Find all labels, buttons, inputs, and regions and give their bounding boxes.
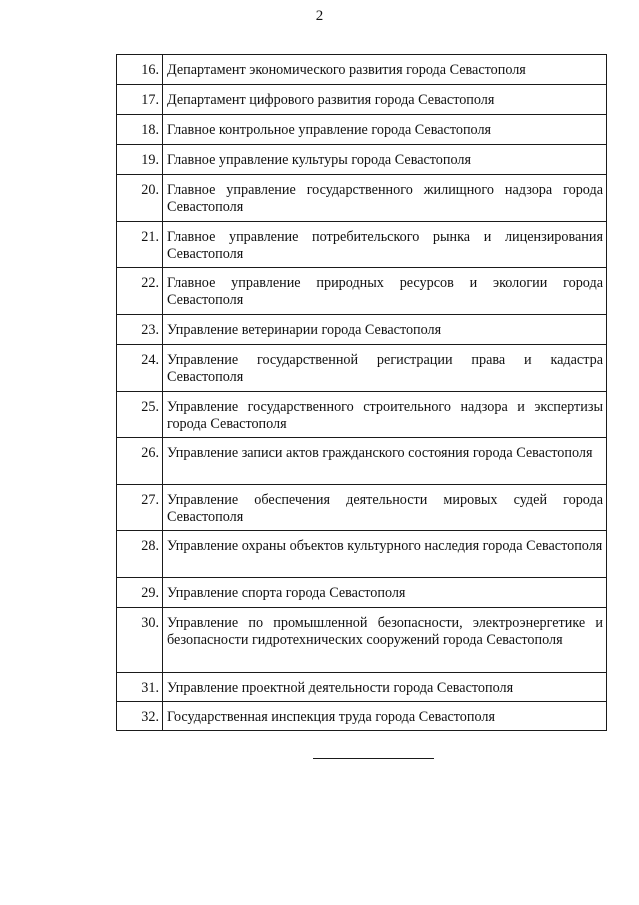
- row-text: Главное управление потребительского рынка и лицензирования Севастополя: [163, 222, 607, 268]
- row-number: 32.: [117, 702, 163, 731]
- row-text: Управление проектной деятельности города Севастополя: [163, 673, 607, 702]
- row-number: 16.: [117, 55, 163, 85]
- row-text: Департамент цифрового развития города Севастополя: [163, 85, 607, 115]
- table-row: [117, 702, 607, 731]
- row-text: Управление государственного строительного надзора и экспертизы города Севастополя: [163, 392, 607, 438]
- table-row: [117, 438, 607, 485]
- table-row: [117, 85, 607, 115]
- table-row: [117, 268, 607, 315]
- row-text: Управление охраны объектов культурного наследия города Севастополя: [163, 531, 607, 578]
- row-number: 27.: [117, 485, 163, 531]
- row-number: 26.: [117, 438, 163, 485]
- row-text: Управление обеспечения деятельности мировых судей города Севастополя: [163, 485, 607, 531]
- table-row: [117, 578, 607, 608]
- row-text: Главное управление государственного жилищного надзора города Севастополя: [163, 175, 607, 222]
- table-row: [117, 145, 607, 175]
- row-text: Управление ветеринарии города Севастополя: [163, 315, 607, 345]
- row-text: Главное управление природных ресурсов и экологии города Севастополя: [163, 268, 607, 315]
- table-row: [117, 345, 607, 392]
- table-row: [117, 222, 607, 268]
- row-number: 29.: [117, 578, 163, 608]
- row-text: Главное управление культуры города Севастополя: [163, 145, 607, 175]
- row-number: 21.: [117, 222, 163, 268]
- footer-divider: [313, 758, 434, 759]
- row-number: 28.: [117, 531, 163, 578]
- row-text: Управление записи актов гражданского состояния города Севастополя: [163, 438, 607, 485]
- row-text: Главное контрольное управление города Севастополя: [163, 115, 607, 145]
- table-row: [117, 608, 607, 673]
- table-row: [117, 55, 607, 85]
- row-number: 22.: [117, 268, 163, 315]
- table-row: [117, 175, 607, 222]
- departments-table: [116, 54, 607, 731]
- page-number: 2: [315, 8, 324, 24]
- row-number: 25.: [117, 392, 163, 438]
- row-text: Управление спорта города Севастополя: [163, 578, 607, 608]
- row-number: 24.: [117, 345, 163, 392]
- row-number: 31.: [117, 673, 163, 702]
- table-row: [117, 315, 607, 345]
- row-text: Управление по промышленной безопасности, электроэнергетике и безопасности гидротехнических сооружений города Севастополя: [163, 608, 607, 673]
- row-number: 17.: [117, 85, 163, 115]
- row-text: Департамент экономического развития города Севастополя: [163, 55, 607, 85]
- row-number: 18.: [117, 115, 163, 145]
- row-text: Государственная инспекция труда города Севастополя: [163, 702, 607, 731]
- row-number: 19.: [117, 145, 163, 175]
- table-row: [117, 392, 607, 438]
- row-number: 23.: [117, 315, 163, 345]
- row-number: 30.: [117, 608, 163, 673]
- table-row: [117, 531, 607, 578]
- row-text: Управление государственной регистрации права и кадастра Севастополя: [163, 345, 607, 392]
- table-row: [117, 673, 607, 702]
- table-row: [117, 485, 607, 531]
- table-row: [117, 115, 607, 145]
- row-number: 20.: [117, 175, 163, 222]
